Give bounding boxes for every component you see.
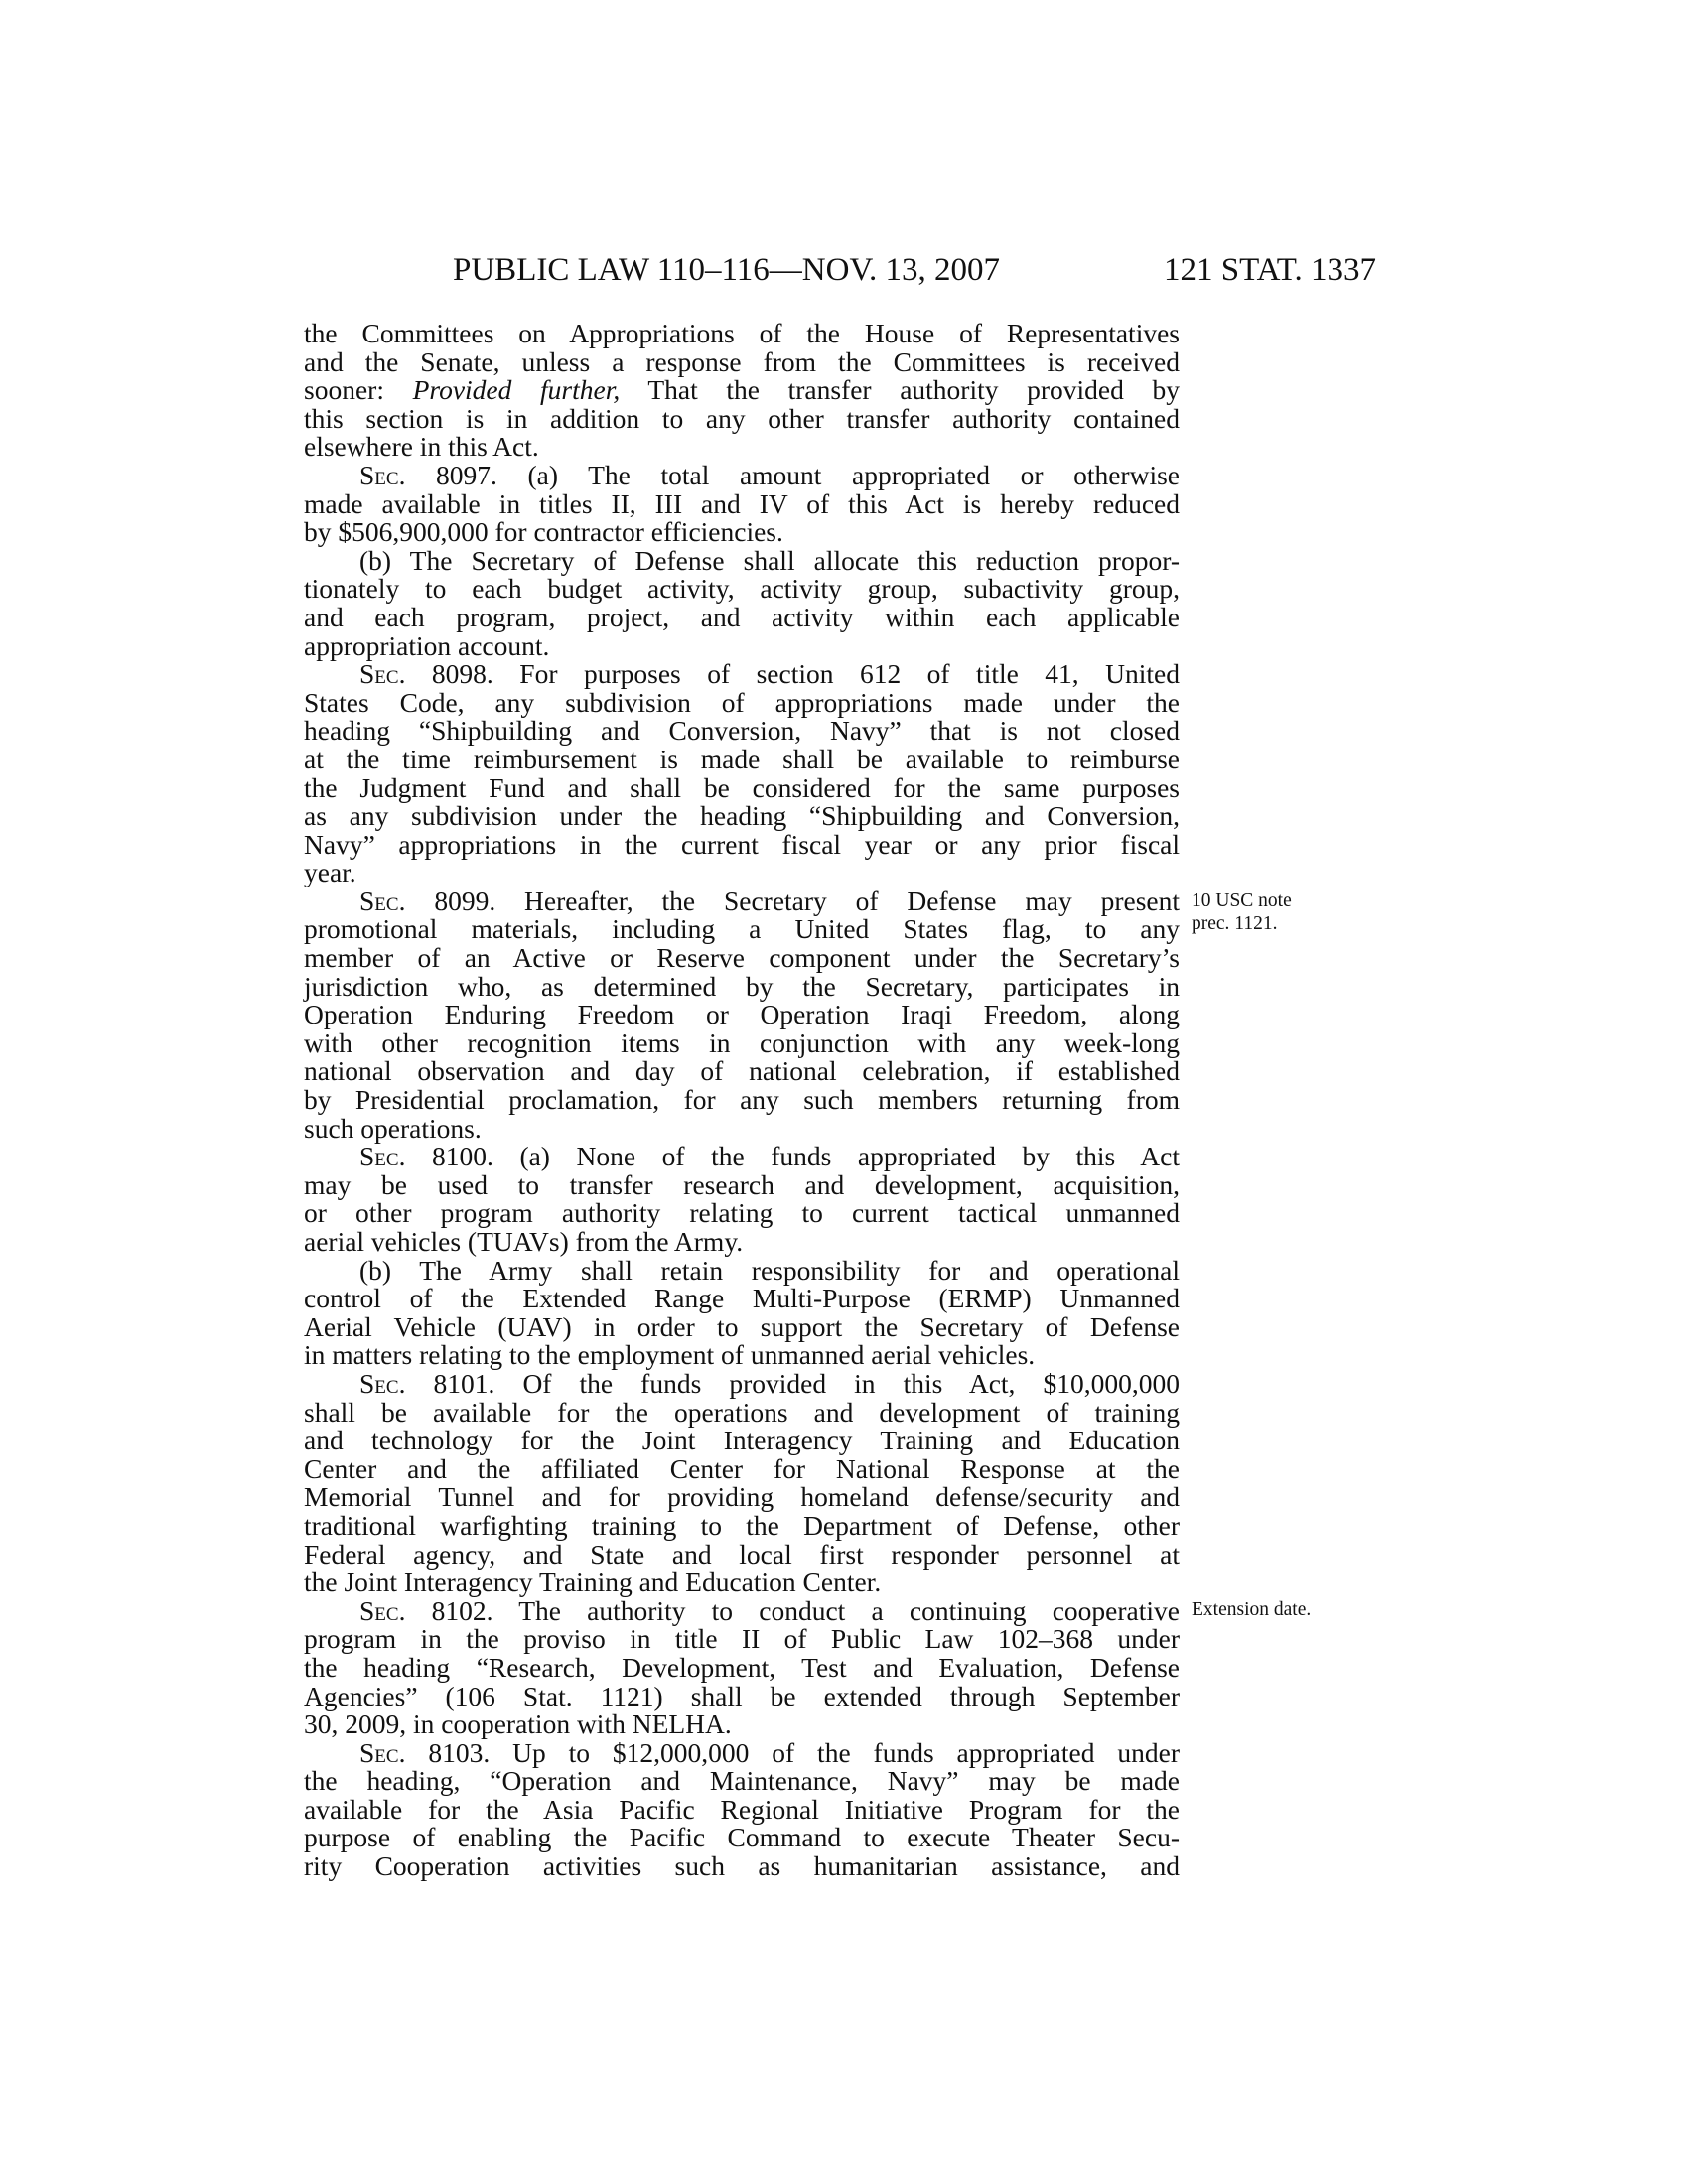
text-line: rity Cooperation activities such as humanitarian assistance, and [304,1850,1180,1882]
section-8097: Sec. 8097. (a) The total amount appropriated or otherwise [359,459,1180,490]
text-line: Federal agency, and State and local first responder personnel at [304,1538,1180,1570]
text-line: States Code, any subdivision of appropriations made under the [304,686,1180,718]
margin-note-usc [1192,889,1292,935]
subsection-b: (b) The Secretary of Defense shall allocate this reduction propor- [359,544,1180,576]
text-line: Center and the affiliated Center for National Response at the [304,1452,1180,1484]
text-line: program in the proviso in title II of Public Law 102–368 under [304,1623,1180,1655]
section-8100: Sec. 8100. (a) None of the funds appropriated by this Act [359,1141,1180,1172]
text-line: 30, 2009, in cooperation with NELHA. [304,1708,732,1740]
running-header [304,250,1376,290]
text-line: as any subdivision under the heading “Shipbuilding and Conversion, [304,800,1180,832]
section-8101: Sec. 8101. Of the funds provided in this Act, $10,000,000 [359,1367,1180,1399]
text-line: national observation and day of national celebration, if established [304,1055,1180,1087]
italic-proviso: Provided further, [412,374,621,406]
text-line: Navy” appropriations in the current fiscal year or any prior fiscal [304,828,1180,860]
margin-note-line: prec. 1121. [1192,913,1278,934]
section-8103: Sec. 8103. Up to $12,000,000 of the funds appropriated under [359,1736,1180,1768]
text-line: such operations. [304,1112,482,1144]
text-line: at the time reimbursement is made shall be available to reimburse [304,743,1180,774]
margin-note-extension-date: Extension date. [1192,1599,1312,1620]
margin-note-line: 10 USC note [1192,890,1292,911]
text-line: in matters relating to the employment of unmanned aerial vehicles. [304,1339,1036,1371]
text-line: and each program, project, and activity within each applicable [304,601,1180,632]
text-line: promotional materials, including a United States flag, to any [304,913,1180,945]
text-line: with other recognition items in conjunction with any week-long [304,1026,1180,1058]
text-line: the heading, “Operation and Maintenance, Navy” may be made [304,1765,1180,1797]
text-line: by $506,900,000 for contractor efficiencies. [304,516,783,548]
header-title: PUBLIC LAW 110–116—NOV. 13, 2007 [453,252,1001,288]
text-line: member of an Active or Reserve component under the Secretary’s [304,942,1180,974]
text-line: aerial vehicles (TUAVs) from the Army. [304,1226,744,1257]
text-line: may be used to transfer research and development, acquisition, [304,1168,1180,1200]
text-line: the Joint Interagency Training and Education Center. [304,1567,882,1598]
text-line: Agencies” (106 Stat. 1121) shall be extended through September [304,1680,1180,1711]
text-line: traditional warfighting training to the Department of Defense, other [304,1509,1180,1541]
text-line: Aerial Vehicle (UAV) in order to support the Secretary of Defense [304,1310,1180,1342]
text-line: the heading “Research, Development, Test and Evaluation, Defense [304,1651,1180,1683]
text-line: or other program authority relating to current tactical unmanned [304,1197,1180,1229]
text-line: sooner: Provided further, That the transfer authority provided by [304,374,1181,406]
text-line: and the Senate, unless a response from the Committees is received [304,345,1180,377]
text-line: shall be available for the operations and development of training [304,1396,1180,1428]
text-line: available for the Asia Pacific Regional Initiative Program for the [304,1793,1180,1825]
text-line: Memorial Tunnel and for providing homeland defense/security and [304,1481,1180,1513]
text-line: Operation Enduring Freedom or Operation Iraqi Freedom, along [304,999,1180,1030]
section-8102: Sec. 8102. The authority to conduct a continuing cooperative [359,1594,1180,1626]
text-line: the Judgment Fund and shall be considered for the same purposes [304,771,1180,803]
text-line: heading “Shipbuilding and Conversion, Navy” that is not closed [304,715,1180,747]
text-line: and technology for the Joint Interagency Training and Education [304,1425,1180,1456]
text-line: appropriation account. [304,629,550,661]
text-line: this section is in addition to any other transfer authority contained [304,402,1180,434]
header-page-ref: 121 STAT. 1337 [1163,252,1376,288]
section-8099: Sec. 8099. Hereafter, the Secretary of Defense may present [359,885,1180,916]
body-text [304,320,1180,1881]
text-line: the Committees on Appropriations of the House of Representatives [304,318,1180,348]
text-line: elsewhere in this Act. [304,431,539,463]
text-line: year. [304,857,356,888]
text-line: tionately to each budget activity, activity group, subactivity group, [304,573,1180,605]
text-line: jurisdiction who, as determined by the Secretary, participates in [304,970,1180,1002]
subsection-b: (b) The Army shall retain responsibility for and operational [359,1254,1180,1286]
text-line: made available in titles II, III and IV of this Act is hereby reduced [304,487,1180,519]
text-line: control of the Extended Range Multi-Purpose (ERMP) Unmanned [304,1283,1180,1314]
section-8098: Sec. 8098. For purposes of section 612 of title 41, United [359,658,1180,690]
text-line: by Presidential proclamation, for any such members returning from [304,1084,1180,1116]
text-line: purpose of enabling the Pacific Command to execute Theater Secu- [304,1822,1180,1853]
